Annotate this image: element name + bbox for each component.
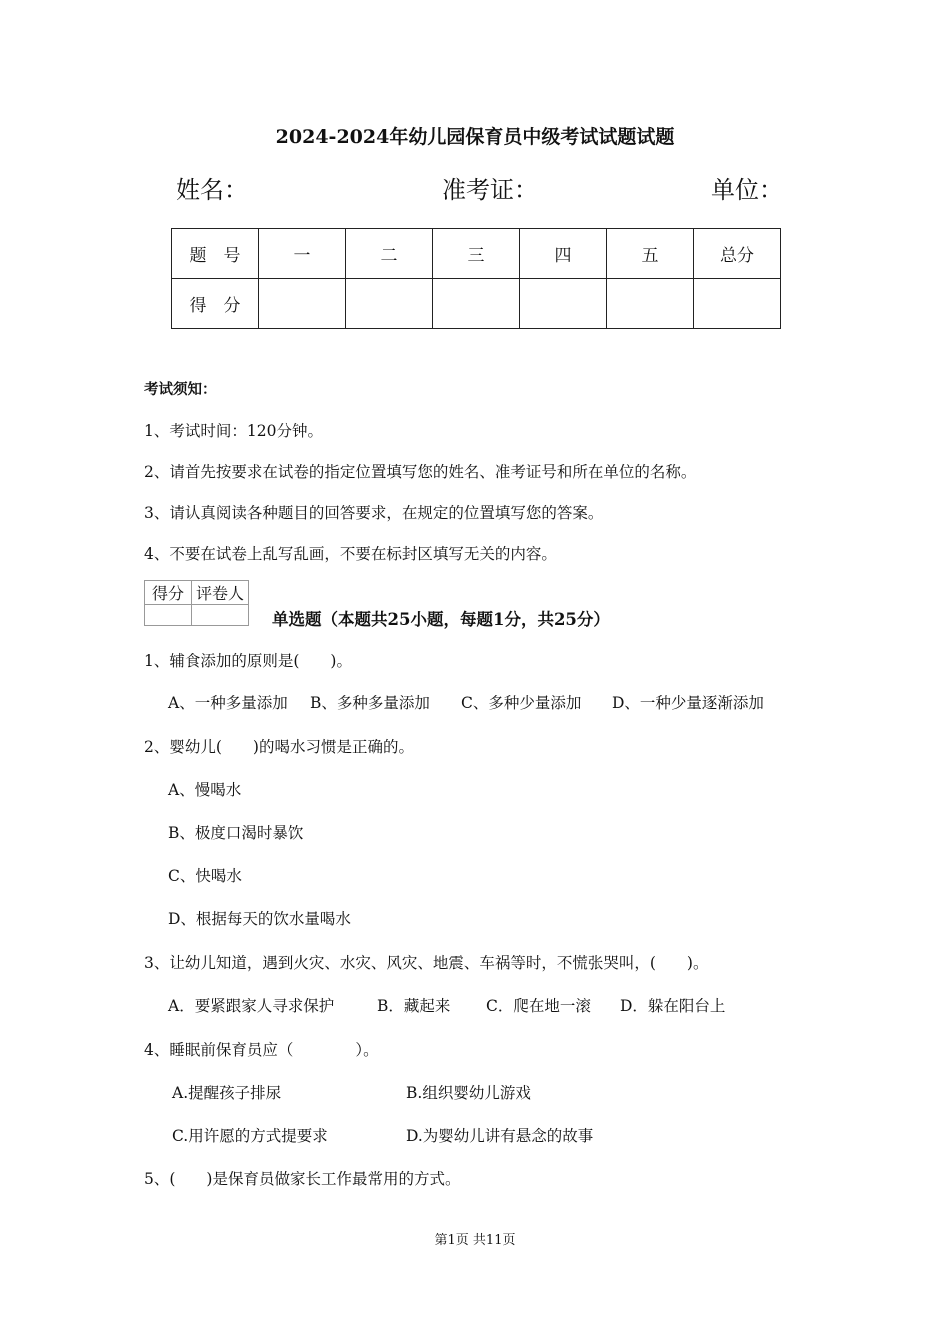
score-cell-2[interactable] — [346, 279, 433, 329]
question-stem: 1、辅食添加的原则是( )。 — [144, 652, 352, 670]
score-cell-1[interactable] — [259, 279, 346, 329]
grader-table — [144, 580, 249, 626]
question-option: D．躲在阳台上 — [620, 997, 726, 1015]
notice-item: 3、请认真阅读各种题目的回答要求，在规定的位置填写您的答案。 — [144, 504, 604, 522]
score-table-score-row — [172, 279, 781, 329]
score-header-1: 一 — [259, 229, 346, 279]
score-header-3: 三 — [433, 229, 520, 279]
grader-name-label: 评卷人 — [192, 581, 249, 605]
question-option: C．爬在地一滚 — [486, 997, 591, 1015]
score-cell-4[interactable] — [520, 279, 607, 329]
notice-item: 4、不要在试卷上乱写乱画，不要在标封区填写无关的内容。 — [144, 545, 557, 563]
question-stem: 5、( )是保育员做家长工作最常用的方式。 — [144, 1170, 461, 1188]
grader-score-label: 得分 — [145, 581, 192, 605]
question-option: A.提醒孩子排尿 — [172, 1084, 282, 1102]
question-option: B.组织婴幼儿游戏 — [406, 1084, 531, 1102]
question-stem: 4、睡眠前保育员应（ ）。 — [144, 1041, 379, 1059]
question-option: A、慢喝水 — [168, 781, 242, 799]
question-option: D、根据每天的饮水量喝水 — [168, 910, 351, 928]
question-option: D.为婴幼儿讲有悬念的故事 — [406, 1127, 594, 1145]
question-option: A．要紧跟家人寻求保护 — [168, 997, 335, 1015]
question-option: B、极度口渴时暴饮 — [168, 824, 304, 842]
question-option: A、一种多量添加 — [168, 694, 288, 712]
grader-score-cell[interactable] — [145, 605, 192, 626]
notice-heading: 考试须知： — [144, 381, 217, 398]
score-header-total: 总分 — [694, 229, 781, 279]
name-field-label: 姓名： — [176, 176, 248, 204]
score-table — [171, 228, 781, 329]
question-option: B、多种多量添加 — [310, 694, 430, 712]
question-option: C、快喝水 — [168, 867, 242, 885]
grader-name-cell[interactable] — [192, 605, 249, 626]
notice-item: 2、请首先按要求在试卷的指定位置填写您的姓名、准考证号和所在单位的名称。 — [144, 463, 697, 481]
question-stem: 3、让幼儿知道，遇到火灾、水灾、风灾、地震、车祸等时，不慌张哭叫，( )。 — [144, 954, 709, 972]
exam-id-field-label: 准考证： — [442, 176, 538, 204]
question-stem: 2、婴幼儿( )的喝水习惯是正确的。 — [144, 738, 414, 756]
score-cell-total[interactable] — [694, 279, 781, 329]
score-header-5: 五 — [607, 229, 694, 279]
score-header-4: 四 — [520, 229, 607, 279]
score-table-header-row — [172, 229, 781, 279]
score-cell-5[interactable] — [607, 279, 694, 329]
section-title: 单选题（本题共25小题，每题1分，共25分） — [272, 610, 610, 629]
question-option: B．藏起来 — [377, 997, 451, 1015]
score-header-label: 题 号 — [172, 229, 259, 279]
page-footer: 第1页 共11页 — [434, 1233, 516, 1248]
document-title: 2024-2024年幼儿园保育员中级考试试题试题 — [275, 126, 675, 148]
question-option: C、多种少量添加 — [461, 694, 582, 712]
question-option: C.用许愿的方式提要求 — [172, 1127, 328, 1145]
unit-field-label: 单位： — [711, 176, 783, 204]
notice-item: 1、考试时间：120分钟。 — [144, 422, 323, 440]
score-row-label: 得 分 — [172, 279, 259, 329]
question-option: D、一种少量逐渐添加 — [612, 694, 764, 712]
score-cell-3[interactable] — [433, 279, 520, 329]
score-header-2: 二 — [346, 229, 433, 279]
